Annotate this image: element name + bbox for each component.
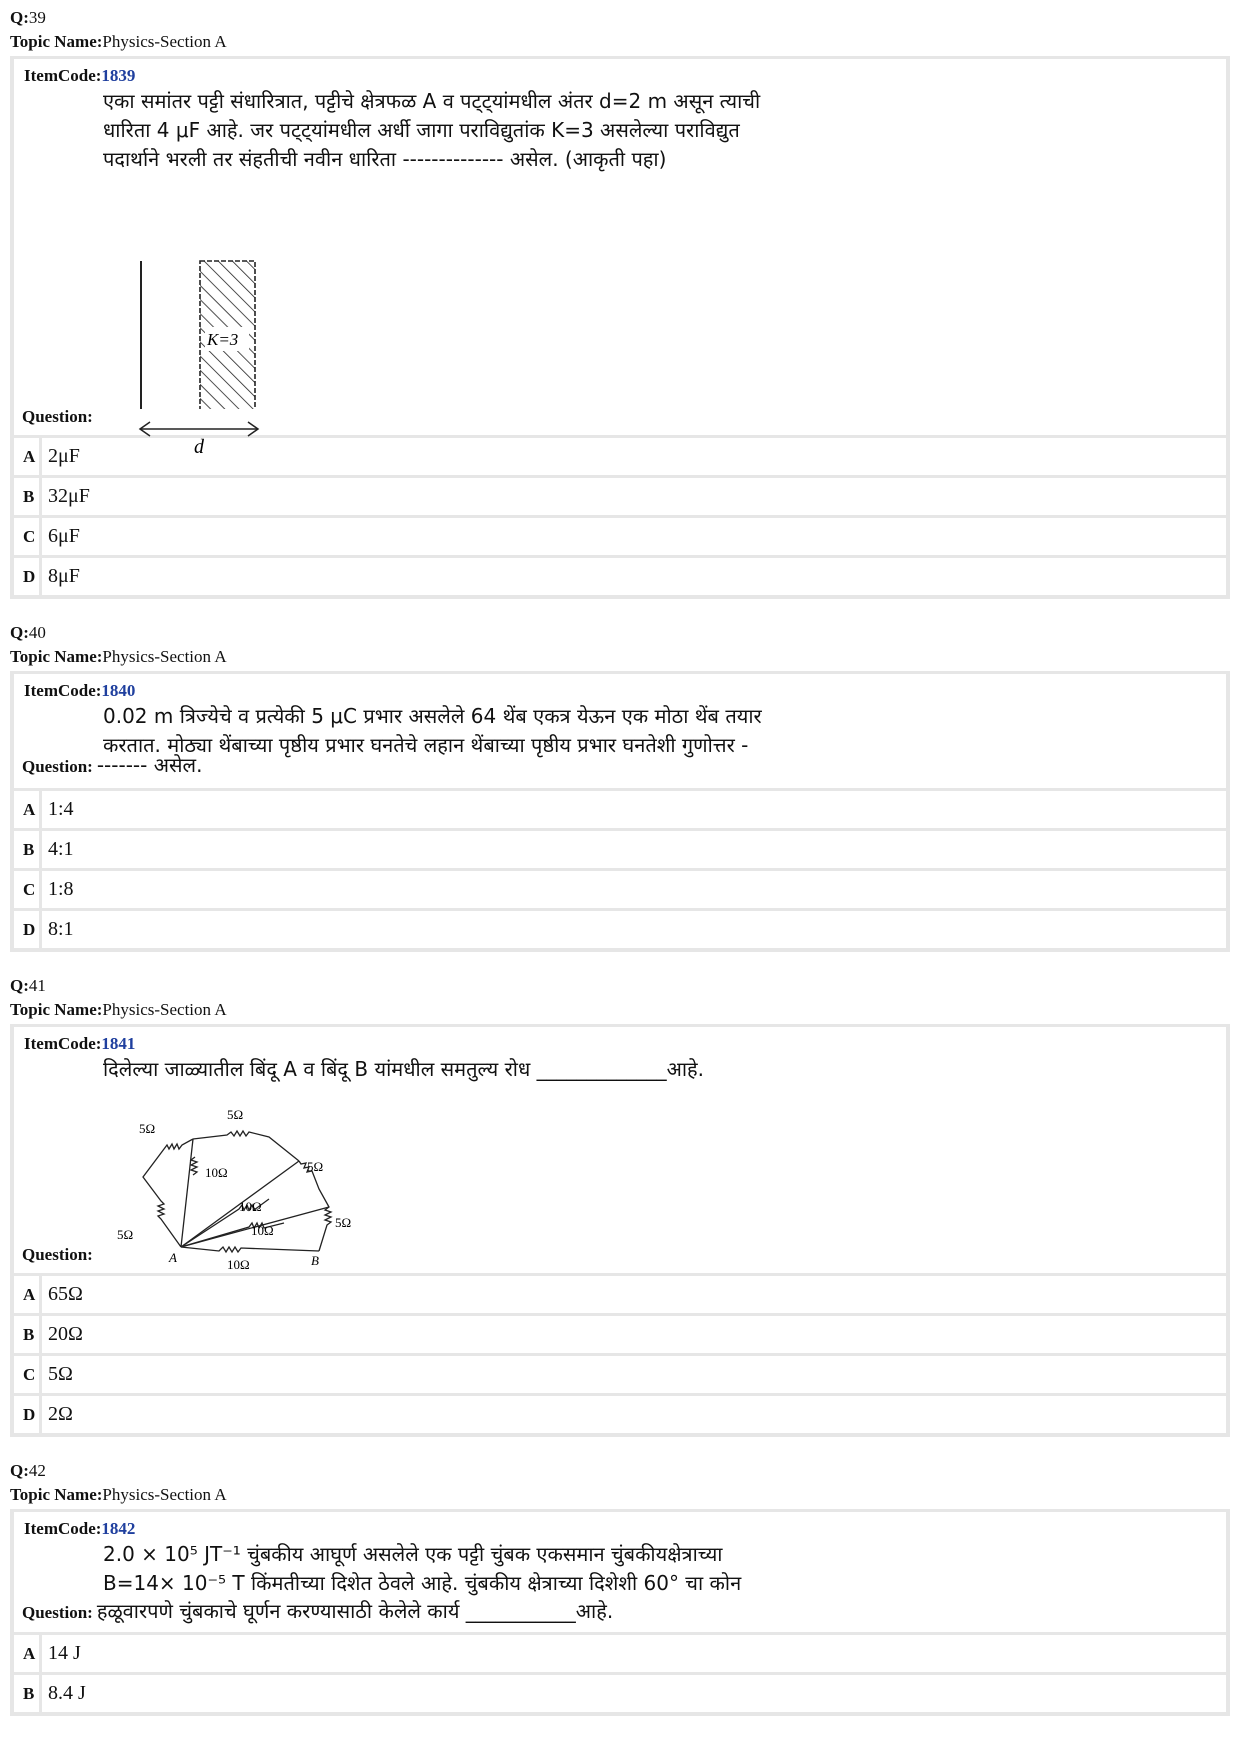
wire xyxy=(193,1131,299,1161)
option-row[interactable] xyxy=(14,911,1226,948)
option-letter: C xyxy=(14,518,42,555)
option-value: 32μF xyxy=(48,485,90,507)
question-text: 0.02 m त्रिज्येचे व प्रत्येकी 5 μC प्रभार असलेले 64 थेंब एकत्र येऊन एक मोठा थेंब तयार करतात. मोठ्या थेंबाच्या पृष्ठीय प्रभार घनतेचे लहान थेंबाच्या पृष्ठीय प्रभार घनतेशी गुणोत्तर - xyxy=(103,704,762,757)
option-letter: B xyxy=(14,831,42,868)
question-box xyxy=(10,1024,1230,1437)
option-row[interactable] xyxy=(14,1356,1226,1396)
option-value: 1:8 xyxy=(48,878,74,900)
option-value: 4:1 xyxy=(48,838,74,860)
resistor-label: 5Ω xyxy=(335,1215,352,1230)
question-text: 2.0 × 10⁵ JT⁻¹ चुंबकीय आघूर्ण असलेले एक पट्टी चुंबक एकसमान चुंबकीयक्षेत्राच्या B=14× 10⁻⁵ T किंमतीच्या दिशेत ठेवले आहे. चुंबकीय क्षेत्राच्या दिशेशी 60° चा कोन xyxy=(103,1542,742,1595)
option-value: 8:1 xyxy=(48,918,74,940)
topic-line: Topic Name:Physics-Section A xyxy=(10,1000,227,1019)
wire xyxy=(191,1157,197,1175)
option-value: 2Ω xyxy=(48,1403,73,1425)
question-block xyxy=(10,0,1230,599)
itemcode: ItemCode:1839 xyxy=(24,66,136,85)
question-number: 41 xyxy=(28,976,46,995)
question-box xyxy=(10,1509,1230,1716)
resistor-label: 5Ω xyxy=(139,1121,156,1136)
option-row[interactable] xyxy=(14,831,1226,871)
option-row[interactable] xyxy=(14,1675,1226,1712)
question-label: Question: xyxy=(22,757,93,776)
question-cell xyxy=(14,1027,1226,1276)
resistor-label: 5Ω xyxy=(227,1107,244,1122)
resistor-label: 10Ω xyxy=(251,1223,274,1238)
gap-label: d xyxy=(194,436,204,458)
itemcode: ItemCode:1840 xyxy=(24,681,136,700)
resistor-label: 5Ω xyxy=(117,1227,134,1242)
wire xyxy=(143,1139,193,1247)
topic-name: Physics-Section A xyxy=(102,32,227,51)
option-letter: B xyxy=(14,1316,42,1353)
capacitor-figure xyxy=(109,209,259,409)
topic-name: Physics-Section A xyxy=(102,647,227,666)
question-cell xyxy=(14,1512,1226,1635)
question-box xyxy=(10,671,1230,952)
option-letter: D xyxy=(14,911,42,948)
option-letter: C xyxy=(14,871,42,908)
option-value: 5Ω xyxy=(48,1363,73,1385)
option-letter: B xyxy=(14,1675,42,1712)
itemcode-number: 1841 xyxy=(101,1034,136,1053)
question-number-line: Q:40 xyxy=(10,623,46,642)
question-number-line: Q:41 xyxy=(10,976,46,995)
option-letter: D xyxy=(14,1396,42,1433)
question-number-line: Q:39 xyxy=(10,8,46,27)
itemcode-number: 1842 xyxy=(101,1519,136,1538)
option-value: 65Ω xyxy=(48,1283,83,1305)
question-page xyxy=(10,0,1230,1716)
option-row[interactable] xyxy=(14,791,1226,831)
itemcode-number: 1839 xyxy=(101,66,136,85)
wire xyxy=(181,1139,193,1247)
option-row[interactable] xyxy=(14,1396,1226,1433)
topic-line: Topic Name:Physics-Section A xyxy=(10,32,227,51)
question-box xyxy=(10,56,1230,599)
topic-line: Topic Name:Physics-Section A xyxy=(10,1485,227,1504)
node-label-b: B xyxy=(311,1253,319,1268)
resistor-label: 5Ω xyxy=(307,1159,324,1174)
question-label: Question: xyxy=(22,1603,93,1622)
option-letter: A xyxy=(14,791,42,828)
option-row[interactable] xyxy=(14,478,1226,518)
node-label-a: A xyxy=(169,1250,177,1265)
question-block xyxy=(10,621,1230,952)
wire xyxy=(299,1161,331,1251)
resistor-label: 10Ω xyxy=(239,1199,262,1214)
question-text-tail: ------- असेल. xyxy=(96,753,203,777)
option-row[interactable] xyxy=(14,1276,1226,1316)
question-block xyxy=(10,1459,1230,1716)
question-text: एका समांतर पट्टी संधारित्रात, पट्टीचे क्षेत्रफळ A व पट्ट्यांमधील अंतर d=2 m असून त्याची धारिता 4 μF आहे. जर पट्ट्यांमधील अर्धी जागा पराविद्युतांक K=3 असलेल्या पराविद्युत पदार्थाने भरली तर संहतीची नवीन धारिता -------------- असेल. (आकृती पहा) xyxy=(103,89,761,171)
question-block xyxy=(10,974,1230,1437)
itemcode-number: 1840 xyxy=(101,681,136,700)
question-label-line xyxy=(22,1597,613,1624)
option-letter: A xyxy=(14,1276,42,1313)
option-letter: B xyxy=(14,478,42,515)
topic-name: Physics-Section A xyxy=(102,1485,227,1504)
dielectric-label: K=3 xyxy=(207,330,239,349)
resistor-label: 10Ω xyxy=(227,1257,250,1269)
option-value: 2μF xyxy=(48,445,80,467)
question-cell xyxy=(14,674,1226,791)
option-row[interactable] xyxy=(14,1635,1226,1675)
itemcode: ItemCode:1842 xyxy=(24,1519,136,1538)
option-letter: D xyxy=(14,558,42,595)
question-number: 39 xyxy=(28,8,46,27)
option-row[interactable] xyxy=(14,518,1226,558)
topic-name: Physics-Section A xyxy=(102,1000,227,1019)
option-value: 1:4 xyxy=(48,798,74,820)
option-letter: C xyxy=(14,1356,42,1393)
option-value: 14 J xyxy=(48,1642,81,1664)
question-label-line xyxy=(22,751,202,778)
resistor-label: 10Ω xyxy=(205,1165,228,1180)
question-number: 42 xyxy=(28,1461,46,1480)
option-row[interactable] xyxy=(14,558,1226,595)
resistor-network-figure xyxy=(109,1099,369,1269)
wire xyxy=(181,1247,319,1252)
option-row[interactable] xyxy=(14,1316,1226,1356)
topic-line: Topic Name:Physics-Section A xyxy=(10,647,227,666)
itemcode: ItemCode:1841 xyxy=(24,1034,136,1053)
question-label: Question: xyxy=(22,407,93,426)
option-value: 20Ω xyxy=(48,1323,83,1345)
question-number: 40 xyxy=(28,623,46,642)
option-row[interactable] xyxy=(14,871,1226,911)
question-number-line: Q:42 xyxy=(10,1461,46,1480)
question-text: दिलेल्या जाळ्यातील बिंदू A व बिंदू B यांमधील समतुल्य रोध _____________आहे. xyxy=(103,1057,705,1081)
question-text-tail: हळूवारपणे चुंबकाचे घूर्णन करण्यासाठी केलेले कार्य ___________आहे. xyxy=(96,1599,614,1623)
option-value: 6μF xyxy=(48,525,80,547)
option-value: 8.4 J xyxy=(48,1682,86,1704)
option-letter: A xyxy=(14,1635,42,1672)
question-label: Question: xyxy=(22,1245,93,1264)
option-letter: A xyxy=(14,438,42,475)
option-value: 8μF xyxy=(48,565,80,587)
gap-arrow-figure xyxy=(134,419,274,459)
